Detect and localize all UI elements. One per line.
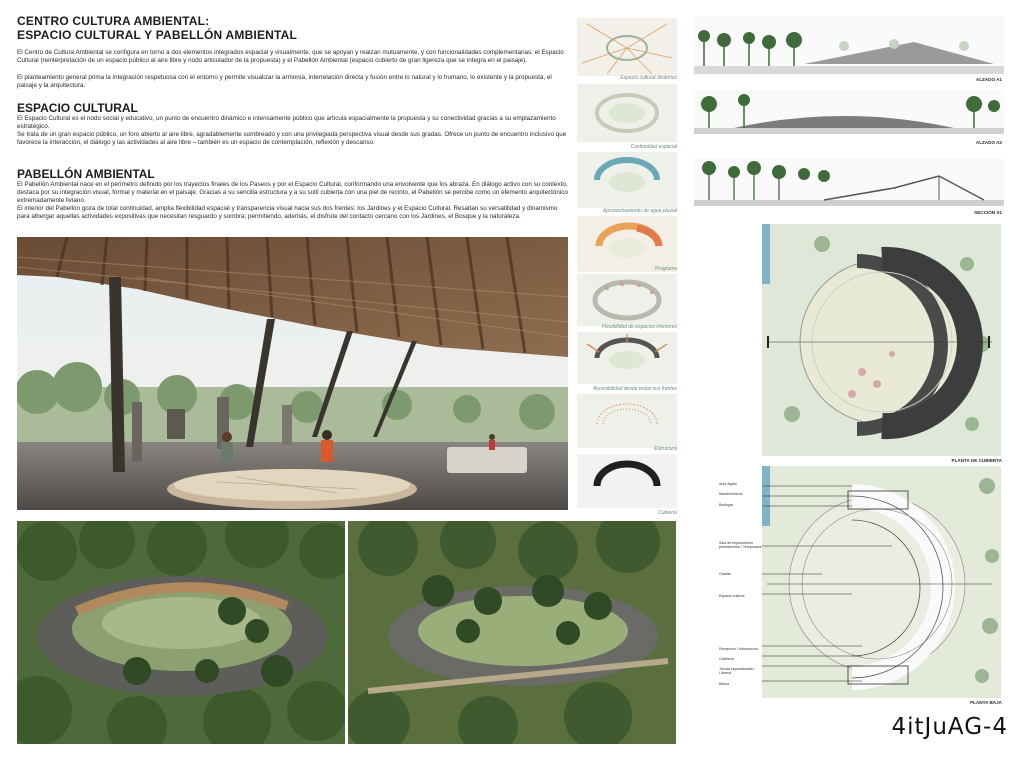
diagram-7 [577, 394, 677, 448]
room-label-cafeteria: Cafetería [719, 657, 734, 661]
diagram-1-caption: Espacio cultural dinámico [620, 75, 677, 81]
section-s1 [694, 158, 1004, 206]
room-label-gradas: Gradas [719, 572, 731, 576]
diagram-3 [577, 152, 677, 208]
diagram-8 [577, 454, 677, 508]
program-diagram-icon [577, 216, 677, 272]
ground-floor-plan-label: PLANTA BAJA [970, 700, 1002, 705]
concept-diagrams-column [573, 18, 677, 518]
elevation-a2 [694, 90, 1004, 134]
panel-code: 4itJuAG-4 [891, 714, 1008, 740]
room-label-tienda: Tienda especializada / Librería [719, 667, 755, 675]
intro-paragraph-1: El Centro de Cultura Ambiental se configura en torno a dos elementos integrados espacial y visualmente, que se apoyan y realzan mutuamente, y con funcionalidades complementarias: el Espacio Cultural (reinterpretación de un espacio público al aire libre y nodo articulador de la propuesta) y el Pabellón Ambiental (espacio cubierto de gran ligereza que se integra en el paisaje). [17, 49, 564, 65]
elevation-a2-label: ALZADO A2 [975, 140, 1002, 145]
espacio-cultural-paragraph-1: El Espacio Cultural es el nodo social y educativo, un punto de encuentro dinámico e intensamente público que articula espacialmente la propuesta y su conectividad gracias a su emplazamiento estratégico. [17, 115, 556, 131]
structure-diagram-icon [577, 394, 677, 448]
roof-plan-label: PLANTA DE CUBIERTA [951, 458, 1002, 463]
diagram-4 [577, 216, 677, 272]
aerial-render-left [17, 521, 345, 744]
diagram-2 [577, 84, 677, 142]
diagram-6 [577, 332, 677, 384]
elevation-a1-label: ALZADO A1 [975, 77, 1002, 82]
section-s1-label: SECCIÓN S1 [974, 210, 1002, 215]
espacio-cultural-paragraph-2: Se trata de un gran espacio público, un foro abierto al aire libre, agradablemente sombreado y con una privilegiada perspectiva visual desde sus gradas. Ofrece un punto de encuentro inclusivo que favorece la interacción, el diálogo y las actividades al aire libre – también es un espacio de contemplación, reflexión y descanso. [17, 131, 567, 147]
accessibility-diagram-icon [577, 332, 677, 384]
aerial-render-right [348, 521, 676, 744]
diagram-2-caption: Continuidad espacial [630, 144, 677, 150]
pabellon-paragraph-1: El Pabellón Ambiental nace en el perímetro definido por los trayectos finales de los Paseos y por el Espacio Cultural, conformando una envolvente que los abraza. En diálogo activo con su contexto, destaca por su integración visual, formal y material en el paisaje. Gracias a su sencilla estructura y a su sutil cubierta con una piel de recinto, el Pabellón se percibe como un elemento arquitectónico extremadamente liviano. [17, 181, 568, 205]
diagram-6-caption: Accesibilidad desde todos sus frentes [593, 386, 677, 392]
panel-title-line-1: CENTRO CULTURA AMBIENTAL: [17, 14, 210, 28]
section-title-pabellon-ambiental: PABELLÓN AMBIENTAL [17, 167, 155, 181]
diagram-5 [577, 274, 677, 326]
diagram-1 [577, 18, 677, 76]
pavilion-interior-render [17, 237, 568, 510]
diagram-3-caption: Aprovechamiento de agua pluvial [603, 208, 677, 214]
ring-continuity-diagram-icon [577, 84, 677, 142]
diagram-5-caption: Flexibilidad de espacios interiores [601, 324, 677, 330]
diagram-7-caption: Estructura [654, 446, 677, 452]
room-label-mantenimiento: Mantenimiento [719, 492, 743, 496]
radial-lines-diagram-icon [577, 18, 677, 76]
room-label-espacio-cultural: Espacio cultural [719, 594, 745, 598]
diagram-4-caption: Programa [655, 266, 677, 272]
section-title-espacio-cultural: ESPACIO CULTURAL [17, 101, 138, 115]
room-label-banos: Baños [719, 682, 730, 686]
room-label-bodegas: Bodegas [719, 503, 734, 507]
rainwater-diagram-icon [577, 152, 677, 208]
pabellon-paragraph-2: El interior del Pabellón goza de total continuidad, amplia flexibilidad espacial y transparencia visual hacia sus dos frentes: los Jardines y el Espacio Cultural. Resaltan su versatilidad y dinamismo para albergar aquellas actividades expositivas que necesitan resguardo y sombra; permitiendo, además, el disfrute del contacto cercano con los Jardines, el Bosque y la naturaleza. [17, 205, 558, 221]
elevation-a1 [694, 16, 1004, 74]
room-label-sala-exposiciones: Sala de exposiciones permanentes / Temporales [719, 541, 762, 549]
roof-diagram-icon [577, 454, 677, 508]
roof-plan [762, 224, 1001, 456]
room-label-recepcion: Recepción / Información [719, 647, 758, 651]
diagram-8-caption: Cubierta [658, 510, 677, 516]
intro-paragraph-2: El planteamiento general prima la integración respetuosa con el entorno y permite visualizar la armonía, interrelación directa y fusión entre lo natural y lo humano, lo existente y la propuesta, el paisaje y la arquitectura. [17, 74, 552, 90]
ground-floor-plan [762, 466, 1001, 698]
flexibility-diagram-icon [577, 274, 677, 326]
panel-title-line-2: ESPACIO CULTURAL Y PABELLÓN AMBIENTAL [17, 28, 298, 42]
room-label-aula-digital: Aula digital [719, 482, 737, 486]
